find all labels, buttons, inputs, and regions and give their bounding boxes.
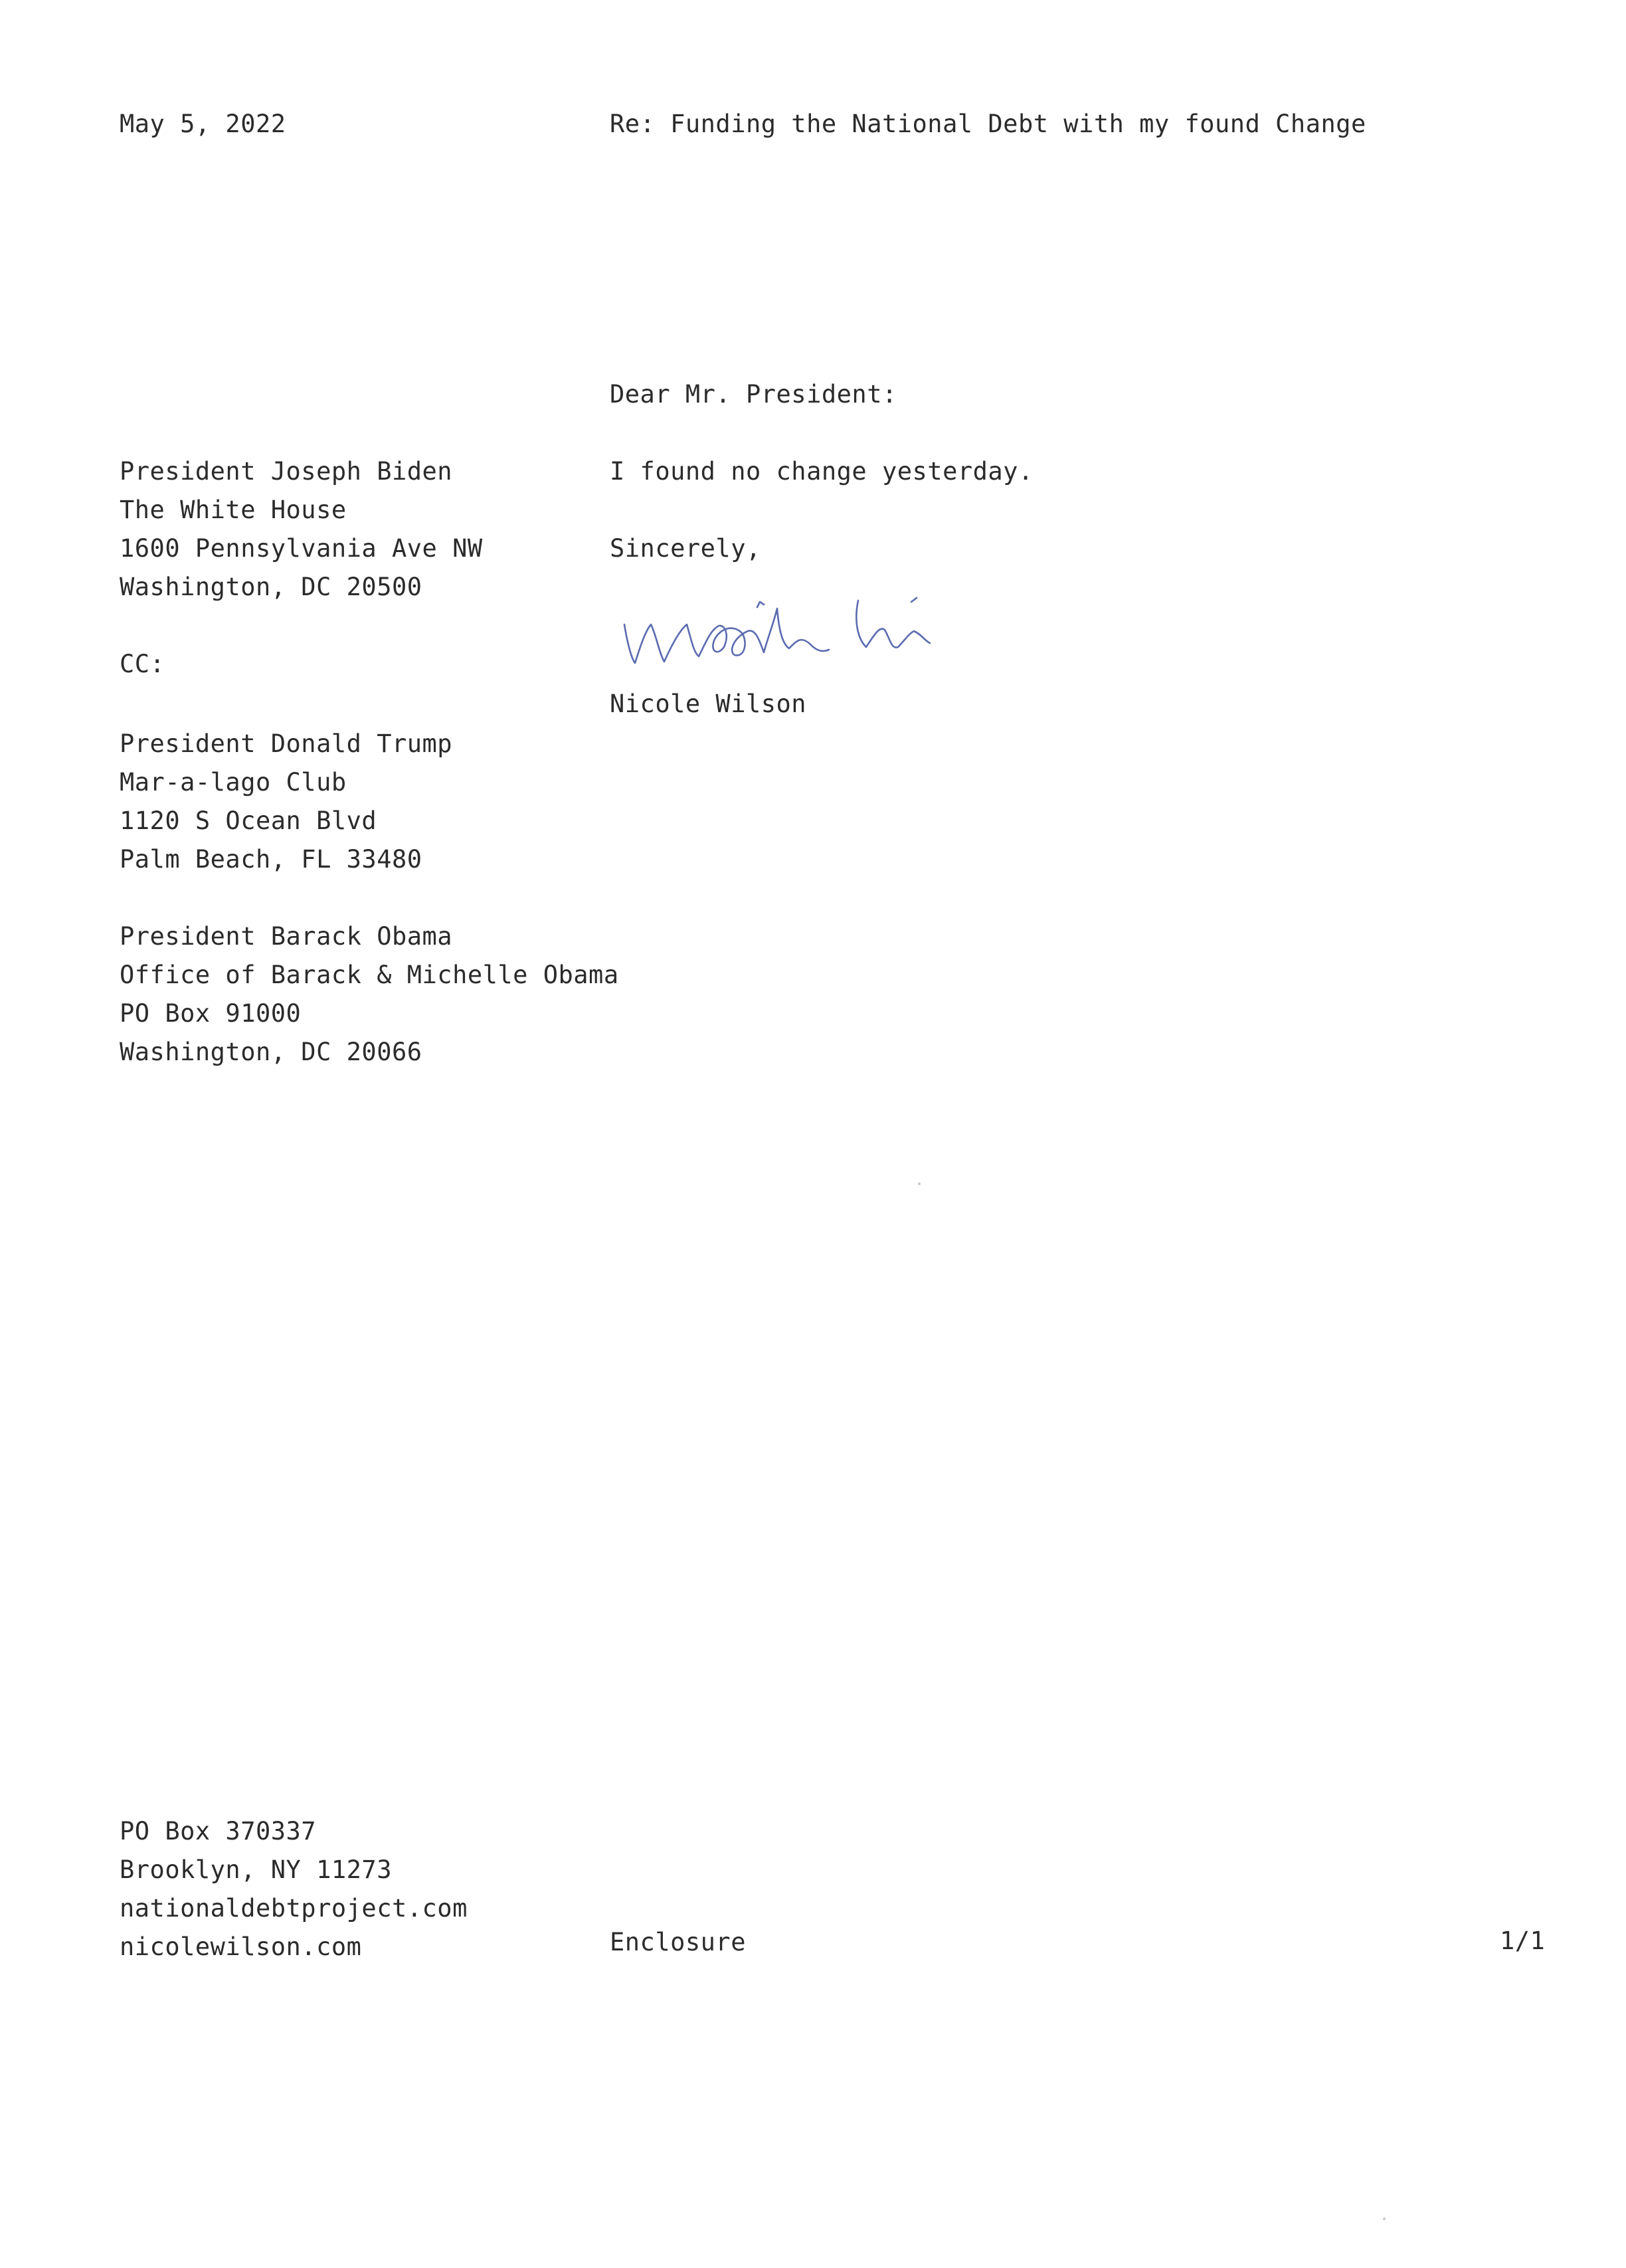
cc-recipient-street: 1120 S Ocean Blvd [120, 806, 377, 835]
recipient-organization: The White House [120, 496, 347, 524]
recipient-city: Washington, DC 20500 [120, 573, 422, 601]
cc-recipient-address [120, 725, 452, 879]
cc-recipient-organization: Mar-a-lago Club [120, 768, 347, 797]
signer-name: Nicole Wilson [610, 690, 807, 718]
cc-recipient-name: President Barack Obama [120, 922, 453, 951]
cc-recipient-organization: Office of Barack & Michelle Obama [120, 961, 619, 989]
cc-recipient-address [120, 917, 619, 1072]
handwritten-signature [618, 578, 976, 678]
message-text: I found no change yesterday. [610, 457, 1034, 486]
sender-website-link: nicolewilson.com [120, 1933, 362, 1961]
enclosure-note: Enclosure [610, 1928, 746, 1956]
closing: Sincerely, [610, 534, 761, 563]
cc-recipient-street: PO Box 91000 [120, 999, 302, 1028]
recipient-name: President Joseph Biden [120, 457, 453, 486]
recipient-street: 1600 Pennsylvania Ave NW [120, 534, 483, 563]
recipient-address [120, 452, 483, 607]
sender-city: Brooklyn, NY 11273 [120, 1855, 392, 1884]
sender-po-box: PO Box 370337 [120, 1817, 317, 1845]
cc-recipient-city: Washington, DC 20066 [120, 1038, 422, 1066]
letter-date: May 5, 2022 [120, 110, 286, 138]
cc-recipient-city: Palm Beach, FL 33480 [120, 845, 422, 874]
salutation: Dear Mr. President: [610, 380, 897, 409]
sender-website-link: nationaldebtproject.com [120, 1894, 468, 1923]
cc-recipient-name: President Donald Trump [120, 729, 453, 758]
page-number: 1/1 [1500, 1927, 1546, 1955]
sender-address [120, 1812, 468, 1966]
scan-speck [918, 1182, 921, 1185]
cc-label: CC: [120, 650, 165, 678]
letter-subject: Re: Funding the National Debt with my found Change [610, 110, 1366, 138]
scan-speck [1383, 2218, 1386, 2220]
